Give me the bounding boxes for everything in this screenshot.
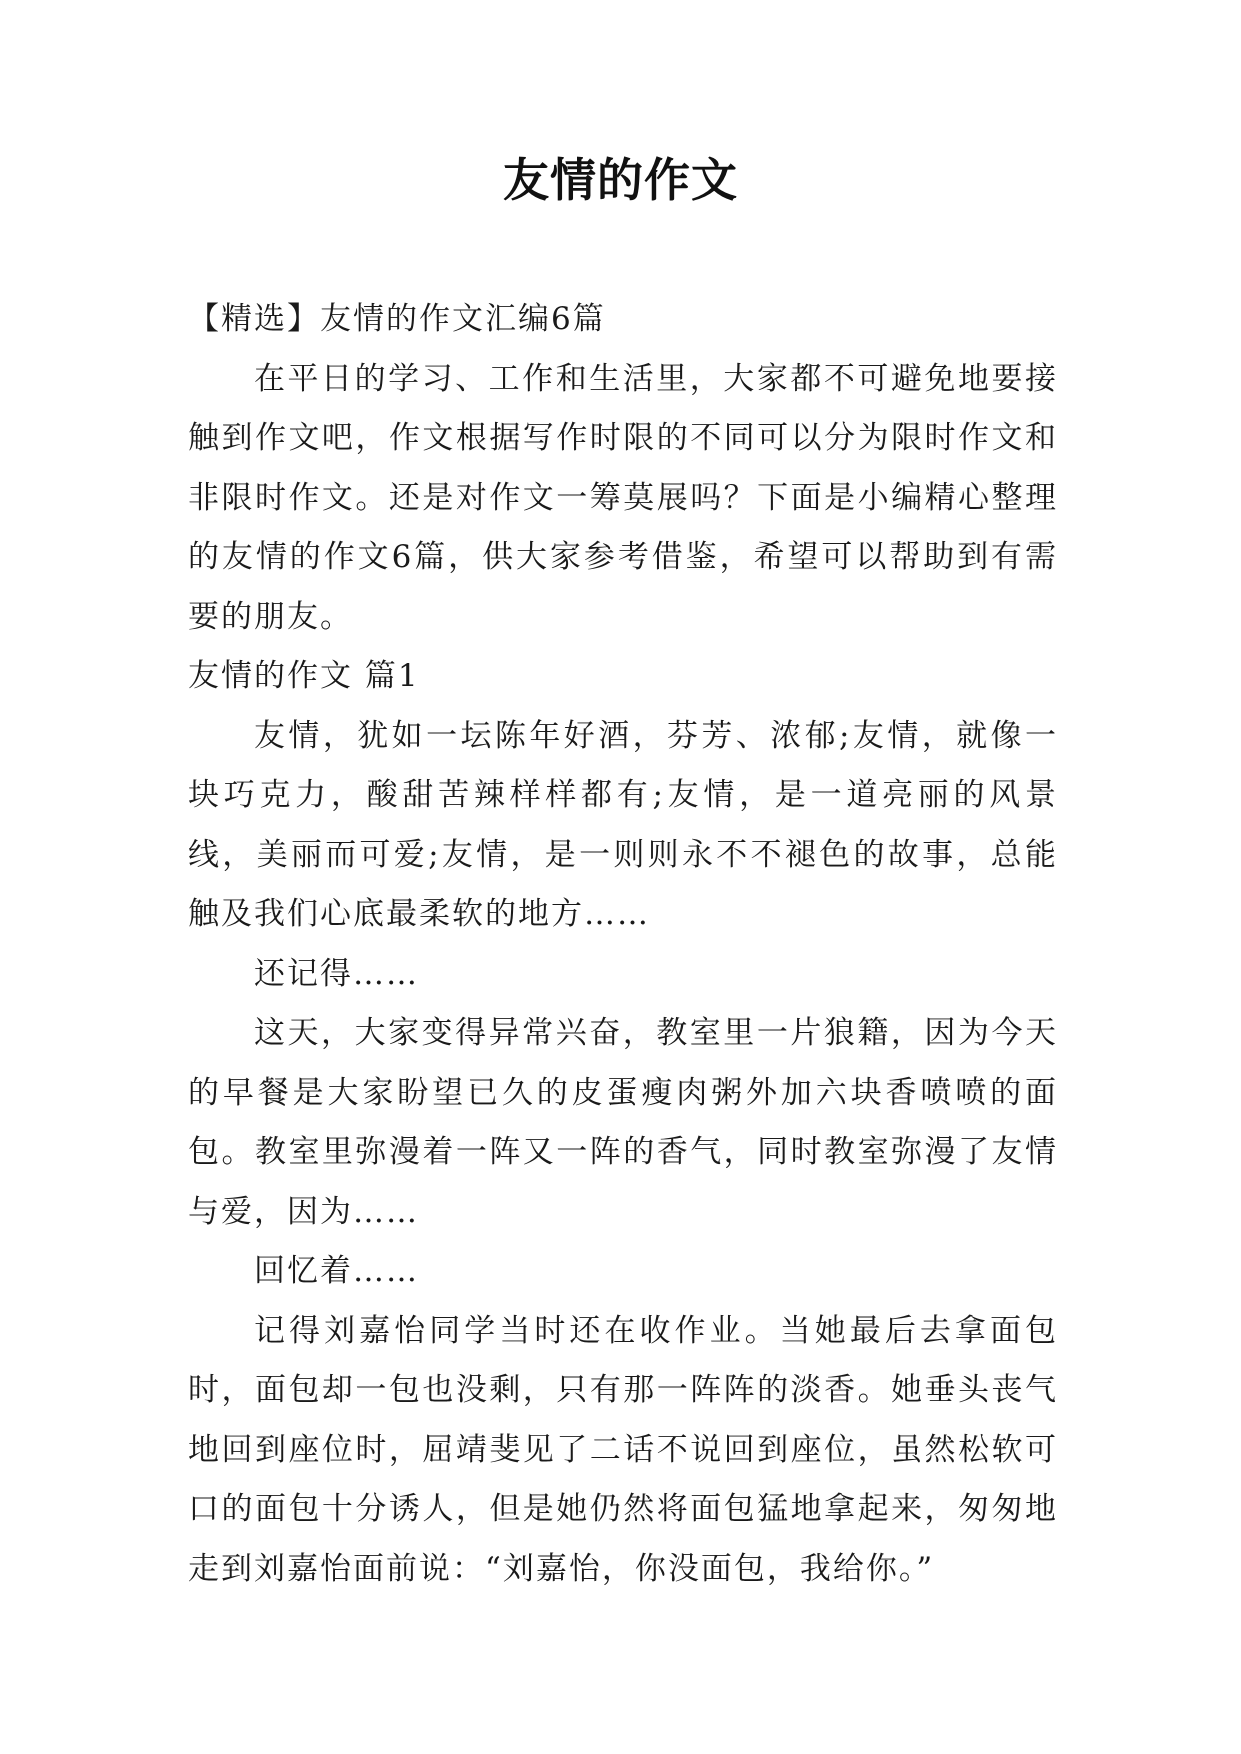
paragraph: 友情，犹如一坛陈年好酒，芬芳、浓郁;友情，就像一块巧克力，酸甜苦辣样样都有;友情，是一道亮丽的风景线，美丽而可爱;友情，是一则则永不不褪色的故事，总能触及我们心底最柔软的地方…… bbox=[188, 717, 1058, 932]
document-body bbox=[188, 290, 1058, 1599]
paragraph: 这天，大家变得异常兴奋，教室里一片狼籍，因为今天的早餐是大家盼望已久的皮蛋瘦肉粥外加六块香喷喷的面包。教室里弥漫着一阵又一阵的香气，同时教室弥漫了友情与爱，因为…… bbox=[188, 1015, 1058, 1230]
paragraph: 记得刘嘉怡同学当时还在收作业。当她最后去拿面包时，面包却一包也没剩，只有那一阵阵的淡香。她垂头丧气地回到座位时，屈靖斐见了二话不说回到座位，虽然松软可口的面包十分诱人，但是她仍然将面包猛地拿起来，匆匆地走到刘嘉怡面前说：“刘嘉怡，你没面包，我给你。” bbox=[188, 1312, 1058, 1587]
paragraph-intro: 在平日的学习、工作和生活里，大家都不可避免地要接触到作文吧，作文根据写作时限的不同可以分为限时作文和非限时作文。还是对作文一筹莫展吗？下面是小编精心整理的友情的作文6篇，供大家参考借鉴，希望可以帮助到有需要的朋友。 bbox=[188, 360, 1058, 635]
paragraph: 回忆着…… bbox=[254, 1253, 419, 1289]
document-title: 友情的作文 bbox=[503, 153, 738, 207]
document-subtitle: 【精选】友情的作文汇编6篇 bbox=[188, 301, 606, 337]
section-heading: 友情的作文 篇1 bbox=[188, 658, 420, 694]
paragraph: 还记得…… bbox=[254, 955, 419, 992]
